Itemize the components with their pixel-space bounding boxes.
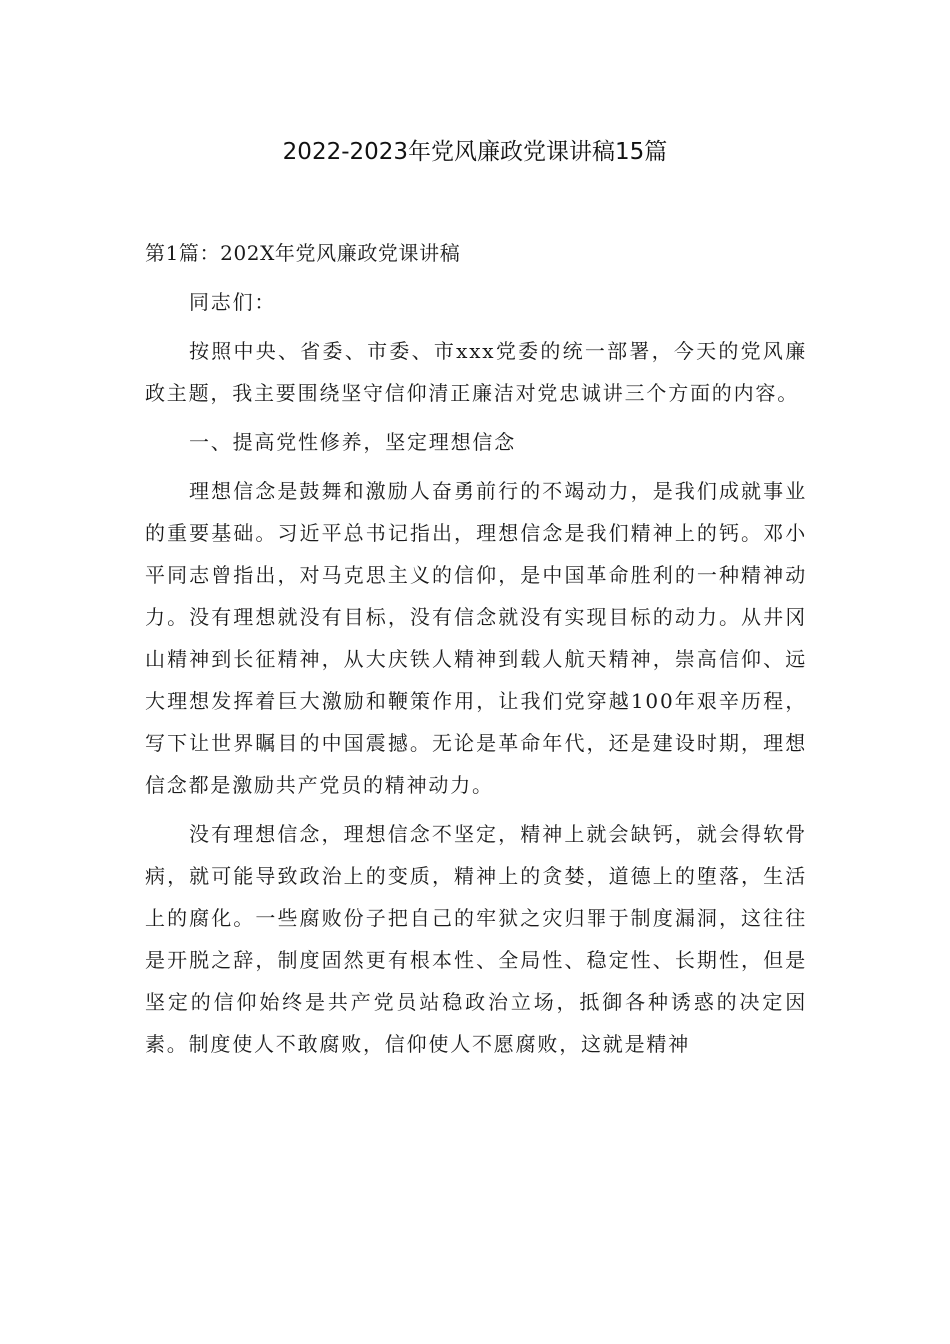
document-title: 2022-2023年党风廉政党课讲稿15篇 xyxy=(282,139,668,165)
document-body xyxy=(145,232,807,1072)
chapter-heading: 第1篇：202X年党风廉政党课讲稿 xyxy=(145,241,461,265)
paragraph: 没有理想信念，理想信念不坚定，精神上就会缺钙，就会得软骨病，就可能导致政治上的变质，精神上的贪婪，道德上的堕落，生活上的腐化。一些腐败份子把自己的牢狱之灾归罪于制度漏洞，这往往是开脱之辞，制度固然更有根本性、全局性、稳定性、长期性，但是坚定的信仰始终是共产党员站稳政治立场，抵御各种诱惑的决定因素。制度使人不敢腐败，信仰使人不愿腐败，这就是精神 xyxy=(145,822,807,1056)
salutation: 同志们： xyxy=(189,290,277,314)
paragraph: 按照中央、省委、市委、市xxx党委的统一部署，今天的党风廉政主题，我主要围绕坚守信仰清正廉洁对党忠诚讲三个方面的内容。 xyxy=(145,339,807,405)
section-heading: 一、提高党性修养，坚定理想信念 xyxy=(189,430,516,454)
paragraph: 理想信念是鼓舞和激励人奋勇前行的不竭动力，是我们成就事业的重要基础。习近平总书记指出，理想信念是我们精神上的钙。邓小平同志曾指出，对马克思主义的信仰，是中国革命胜利的一种精神动力。没有理想就没有目标，没有信念就没有实现目标的动力。从井冈山精神到长征精神，从大庆铁人精神到载人航天精神，崇高信仰、远大理想发挥着巨大激励和鞭策作用，让我们党穿越100年艰辛历程，写下让世界瞩目的中国震撼。无论是革命年代，还是建设时期，理想信念都是激励共产党员的精神动力。 xyxy=(145,479,807,797)
